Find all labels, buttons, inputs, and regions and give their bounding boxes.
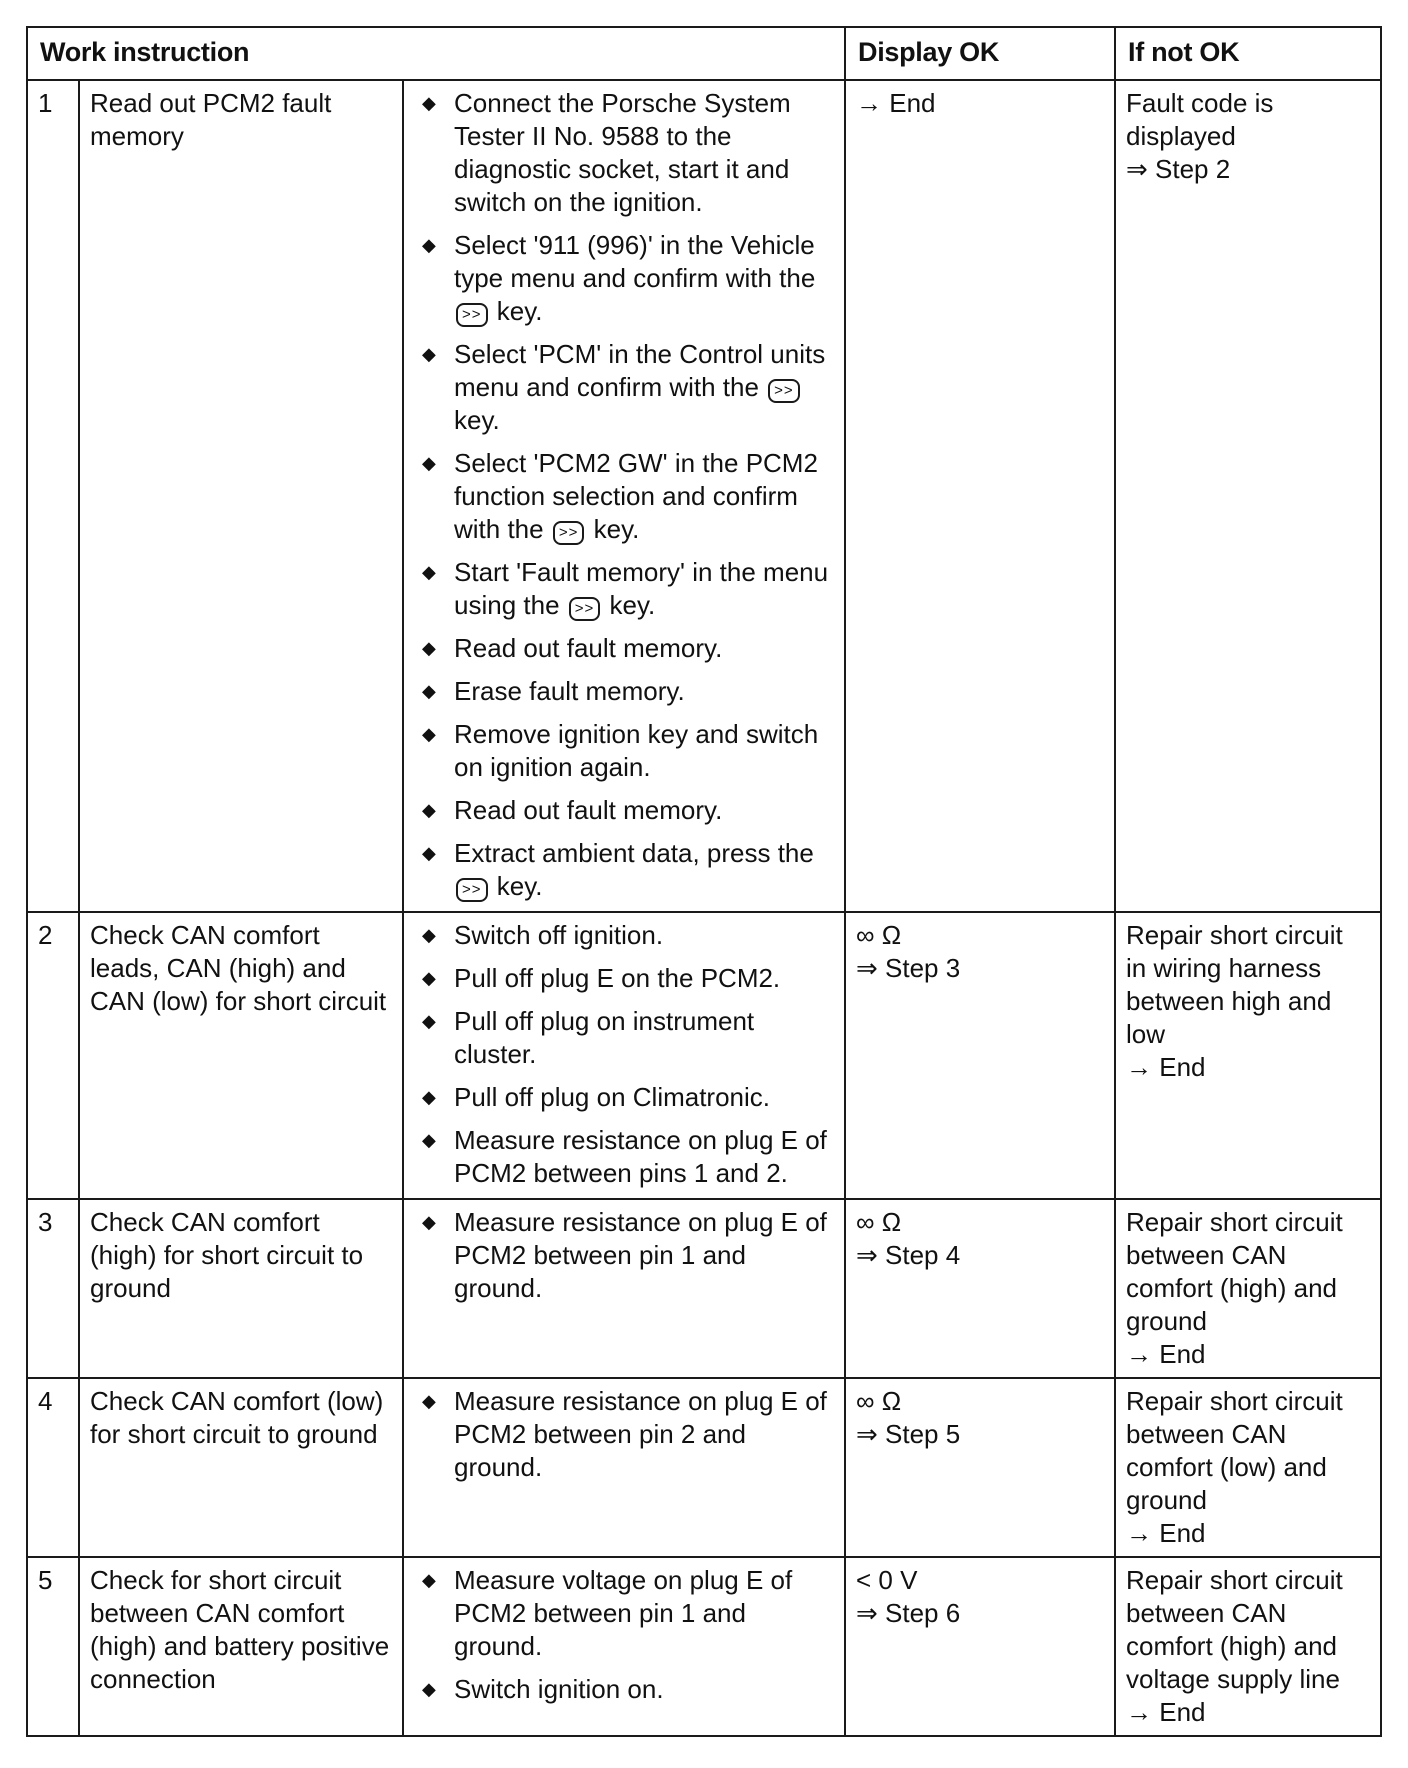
step-task: Check CAN comfort (low) for short circuit to ground xyxy=(79,1378,403,1557)
if-not-ok-line: → End xyxy=(1126,1518,1206,1548)
header-display-ok: Display OK xyxy=(845,27,1115,80)
table-row xyxy=(27,1557,1381,1736)
instruction-item: ◆ Measure resistance on plug E of PCM2 between pin 2 and ground. xyxy=(422,1386,827,1482)
instruction-item: ◆ Measure resistance on plug E of PCM2 between pin 1 and ground. xyxy=(422,1207,827,1303)
bullet-diamond-icon: ◆ xyxy=(422,562,436,582)
forward-key-icon: >> xyxy=(456,878,488,902)
bullet-diamond-icon: ◆ xyxy=(422,925,436,945)
bullet-diamond-icon: ◆ xyxy=(422,681,436,701)
display-ok-line: ⇒ Step 6 xyxy=(856,1598,961,1628)
instruction-item: ◆ Select 'PCM2 GW' in the PCM2 function selection and confirm with the >> key. xyxy=(422,448,818,544)
step-instructions xyxy=(403,912,845,1199)
if-not-ok-line: Repair short circuit between CAN comfort (high) and voltage supply line xyxy=(1126,1565,1343,1694)
if-not-ok-line: Fault code is displayed xyxy=(1126,88,1274,151)
display-ok-line: → End xyxy=(856,88,936,118)
bullet-diamond-icon: ◆ xyxy=(422,1212,436,1232)
bullet-diamond-icon: ◆ xyxy=(422,968,436,988)
forward-key-icon: >> xyxy=(569,597,601,621)
instruction-item: ◆ Read out fault memory. xyxy=(422,795,723,825)
table-header-row xyxy=(27,27,1381,80)
bullet-diamond-icon: ◆ xyxy=(422,724,436,744)
header-if-not-ok: If not OK xyxy=(1115,27,1381,80)
instruction-item: ◆ Pull off plug on Climatronic. xyxy=(422,1082,771,1112)
if-not-ok-cell xyxy=(1115,1199,1381,1378)
if-not-ok-cell xyxy=(1115,912,1381,1199)
document-page xyxy=(26,26,1382,1737)
step-number: 4 xyxy=(27,1378,79,1557)
if-not-ok-line: Repair short circuit in wiring harness between high and low xyxy=(1126,920,1343,1049)
bullet-diamond-icon: ◆ xyxy=(422,93,436,113)
table-row xyxy=(27,80,1381,912)
display-ok-line: ∞ Ω xyxy=(856,1207,902,1237)
work-instruction-table xyxy=(26,26,1382,1737)
bullet-diamond-icon: ◆ xyxy=(422,843,436,863)
display-ok-cell xyxy=(845,1378,1115,1557)
if-not-ok-line: ⇒ Step 2 xyxy=(1126,154,1231,184)
bullet-diamond-icon: ◆ xyxy=(422,1011,436,1031)
display-ok-line: ∞ Ω xyxy=(856,1386,902,1416)
table-row xyxy=(27,1199,1381,1378)
step-task: Check CAN comfort leads, CAN (high) and CAN (low) for short circuit xyxy=(79,912,403,1199)
display-ok-line: ∞ Ω xyxy=(856,920,902,950)
step-instructions xyxy=(403,1199,845,1378)
display-ok-line: ⇒ Step 5 xyxy=(856,1419,961,1449)
bullet-diamond-icon: ◆ xyxy=(422,1130,436,1150)
header-work-instruction: Work instruction xyxy=(27,27,845,80)
table-row xyxy=(27,1378,1381,1557)
instruction-item: ◆ Switch ignition on. xyxy=(422,1674,664,1704)
bullet-diamond-icon: ◆ xyxy=(422,800,436,820)
if-not-ok-line: → End xyxy=(1126,1052,1206,1082)
forward-key-icon: >> xyxy=(456,303,488,327)
if-not-ok-line: Repair short circuit between CAN comfort (high) and ground xyxy=(1126,1207,1343,1336)
display-ok-line: ⇒ Step 3 xyxy=(856,953,961,983)
step-task: Read out PCM2 fault memory xyxy=(79,80,403,912)
step-instructions xyxy=(403,1378,845,1557)
if-not-ok-cell xyxy=(1115,1378,1381,1557)
display-ok-line: < 0 V xyxy=(856,1565,918,1595)
table-row xyxy=(27,912,1381,1199)
bullet-diamond-icon: ◆ xyxy=(422,453,436,473)
instruction-item: ◆ Read out fault memory. xyxy=(422,633,723,663)
instruction-item: ◆ Extract ambient data, press the >> key. xyxy=(422,838,814,901)
if-not-ok-cell xyxy=(1115,80,1381,912)
instruction-item: ◆ Switch off ignition. xyxy=(422,920,664,950)
forward-key-icon: >> xyxy=(768,379,800,403)
step-number: 2 xyxy=(27,912,79,1199)
if-not-ok-line: → End xyxy=(1126,1697,1206,1727)
bullet-diamond-icon: ◆ xyxy=(422,344,436,364)
step-number: 5 xyxy=(27,1557,79,1736)
bullet-diamond-icon: ◆ xyxy=(422,1570,436,1590)
display-ok-cell xyxy=(845,1199,1115,1378)
bullet-diamond-icon: ◆ xyxy=(422,1087,436,1107)
instruction-item: ◆ Select '911 (996)' in the Vehicle type menu and confirm with the >> key. xyxy=(422,230,816,326)
instruction-item: ◆ Remove ignition key and switch on ignition again. xyxy=(422,719,819,782)
display-ok-cell xyxy=(845,912,1115,1199)
bullet-diamond-icon: ◆ xyxy=(422,1391,436,1411)
step-number: 3 xyxy=(27,1199,79,1378)
instruction-item: ◆ Pull off plug on instrument cluster. xyxy=(422,1006,755,1069)
step-instructions xyxy=(403,80,845,912)
instruction-item: ◆ Select 'PCM' in the Control units menu and confirm with the >> key. xyxy=(422,339,826,435)
instruction-item: ◆ Measure voltage on plug E of PCM2 between pin 1 and ground. xyxy=(422,1565,793,1661)
step-task: Check CAN comfort (high) for short circuit to ground xyxy=(79,1199,403,1378)
if-not-ok-line: Repair short circuit between CAN comfort (low) and ground xyxy=(1126,1386,1343,1515)
bullet-diamond-icon: ◆ xyxy=(422,638,436,658)
forward-key-icon: >> xyxy=(553,521,585,545)
instruction-item: ◆ Erase fault memory. xyxy=(422,676,685,706)
instruction-item: ◆ Connect the Porsche System Tester II No. 9588 to the diagnostic socket, start it and switch on the ignition. xyxy=(422,88,791,217)
instruction-item: ◆ Measure resistance on plug E of PCM2 between pins 1 and 2. xyxy=(422,1125,827,1188)
step-number: 1 xyxy=(27,80,79,912)
step-instructions xyxy=(403,1557,845,1736)
if-not-ok-cell xyxy=(1115,1557,1381,1736)
display-ok-line: ⇒ Step 4 xyxy=(856,1240,961,1270)
bullet-diamond-icon: ◆ xyxy=(422,235,436,255)
display-ok-cell xyxy=(845,80,1115,912)
instruction-item: ◆ Start 'Fault memory' in the menu using the >> key. xyxy=(422,557,829,620)
instruction-item: ◆ Pull off plug E on the PCM2. xyxy=(422,963,781,993)
bullet-diamond-icon: ◆ xyxy=(422,1679,436,1699)
if-not-ok-line: → End xyxy=(1126,1339,1206,1369)
display-ok-cell xyxy=(845,1557,1115,1736)
step-task: Check for short circuit between CAN comfort (high) and battery positive connection xyxy=(79,1557,403,1736)
